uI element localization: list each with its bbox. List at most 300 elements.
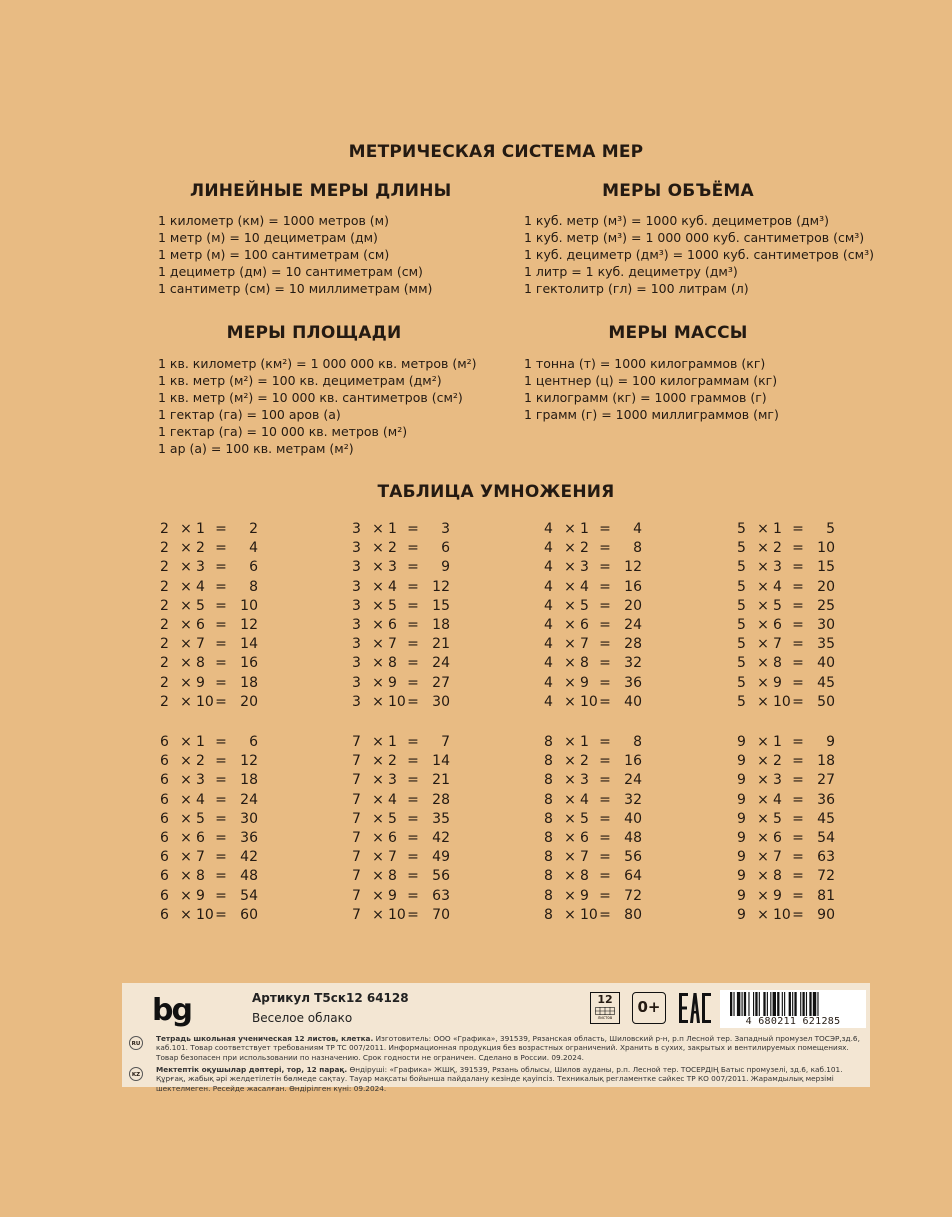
equals-sign: = <box>407 616 419 633</box>
times-sign: × <box>180 636 192 653</box>
factor-a: 6 <box>160 772 169 789</box>
factor-b: 8 <box>773 868 782 885</box>
eac-icon <box>678 991 712 1025</box>
ru-description <box>156 1034 868 1062</box>
times-sign: × <box>757 849 769 866</box>
times-sign: × <box>564 521 576 537</box>
product: 42 <box>240 849 258 866</box>
ru-language-tag: RU <box>129 1036 143 1050</box>
equals-sign: = <box>599 597 611 614</box>
factor-a: 7 <box>352 868 361 885</box>
product: 49 <box>432 849 450 866</box>
factor-a: 5 <box>737 559 746 576</box>
factor-b: 10 <box>773 693 791 710</box>
factor-a: 8 <box>544 753 553 770</box>
times-sign: × <box>757 540 769 557</box>
equals-sign: = <box>215 887 227 904</box>
equals-sign: = <box>407 559 419 576</box>
times-sign: × <box>180 655 192 672</box>
product: 30 <box>240 810 258 827</box>
factor-a: 9 <box>737 734 746 750</box>
multiplication-row <box>160 579 270 598</box>
equals-sign: = <box>215 849 227 866</box>
factor-b: 10 <box>773 906 791 923</box>
equals-sign: = <box>599 753 611 770</box>
times-sign: × <box>372 791 384 808</box>
factor-a: 4 <box>544 674 553 691</box>
article-number: Артикул Т5ск12 64128 <box>252 991 409 1005</box>
times-sign: × <box>180 693 192 710</box>
product: 28 <box>624 636 642 653</box>
times-sign: × <box>757 674 769 691</box>
factor-b: 4 <box>773 791 782 808</box>
multiplication-row <box>352 636 462 655</box>
list-item: 1 километр (км) = 1000 метров (м) <box>158 213 389 228</box>
product: 16 <box>240 655 258 672</box>
product: 56 <box>432 868 450 885</box>
multiplication-row <box>737 792 847 811</box>
factor-a: 7 <box>352 887 361 904</box>
product: 24 <box>624 772 642 789</box>
product: 5 <box>826 521 835 537</box>
factor-b: 1 <box>580 734 589 750</box>
multiplication-row <box>737 540 847 559</box>
multiplication-row <box>737 849 847 868</box>
equals-sign: = <box>215 540 227 557</box>
product: 81 <box>817 887 835 904</box>
factor-b: 2 <box>196 540 205 557</box>
factor-a: 8 <box>544 734 553 750</box>
factor-b: 5 <box>773 597 782 614</box>
list-item: 1 кв. метр (м²) = 100 кв. дециметрам (дм²) <box>158 373 442 388</box>
factor-b: 10 <box>580 906 598 923</box>
times-sign: × <box>564 616 576 633</box>
list-item: 1 сантиметр (см) = 10 миллиметрам (мм) <box>158 281 433 296</box>
factor-b: 1 <box>388 521 397 537</box>
product: 4 <box>633 521 642 537</box>
factor-a: 9 <box>737 772 746 789</box>
times-sign: × <box>757 693 769 710</box>
times-sign: × <box>180 521 192 537</box>
product: 12 <box>432 578 450 595</box>
multiplication-block-5 <box>737 521 847 713</box>
product: 32 <box>624 655 642 672</box>
list-item: 1 кв. метр (м²) = 10 000 кв. сантиметров (см²) <box>158 390 463 405</box>
product: 6 <box>249 559 258 576</box>
product: 20 <box>240 693 258 710</box>
times-sign: × <box>180 540 192 557</box>
factor-b: 6 <box>388 829 397 846</box>
factor-b: 4 <box>196 791 205 808</box>
product: 64 <box>624 868 642 885</box>
product: 18 <box>240 772 258 789</box>
times-sign: × <box>757 772 769 789</box>
product-info-panel <box>122 983 870 1093</box>
multiplication-row <box>160 753 270 772</box>
factor-a: 3 <box>352 559 361 576</box>
factor-b: 5 <box>773 810 782 827</box>
product: 18 <box>432 616 450 633</box>
factor-b: 10 <box>580 693 598 710</box>
mass-measures-title: МЕРЫ МАССЫ <box>608 323 748 343</box>
factor-a: 9 <box>737 753 746 770</box>
equals-sign: = <box>407 810 419 827</box>
equals-sign: = <box>215 810 227 827</box>
times-sign: × <box>372 616 384 633</box>
times-sign: × <box>564 578 576 595</box>
multiplication-block-6 <box>160 734 270 926</box>
factor-a: 5 <box>737 655 746 672</box>
factor-a: 7 <box>352 906 361 923</box>
factor-a: 5 <box>737 693 746 710</box>
product: 63 <box>817 849 835 866</box>
multiplication-row <box>160 868 270 887</box>
equals-sign: = <box>215 655 227 672</box>
factor-a: 2 <box>160 616 169 633</box>
factor-a: 8 <box>544 887 553 904</box>
equals-sign: = <box>599 772 611 789</box>
factor-b: 4 <box>196 578 205 595</box>
product: 9 <box>441 559 450 576</box>
equals-sign: = <box>215 521 227 537</box>
factor-b: 3 <box>580 559 589 576</box>
product: 54 <box>817 829 835 846</box>
factor-a: 3 <box>352 616 361 633</box>
times-sign: × <box>180 810 192 827</box>
times-sign: × <box>372 521 384 537</box>
factor-b: 2 <box>580 540 589 557</box>
factor-a: 3 <box>352 693 361 710</box>
volume-measures-list <box>524 212 874 297</box>
product: 40 <box>624 693 642 710</box>
kz-description-text: Өндіруші: «Графика» ЖШҚ, 391539, Рязань облысы, Шилов ауданы, р.п. Лесной тер. ТОСЕРДІҢ Батыс промузелі, зд.6, каб.101. Құрғақ, жабық әрі желдетілетін бөлмеде сақтау. Тауар мақсаты бойынша пайдалану кезінде қауіпсіз. Техникалық регламентке сәйкес ТР КО 007/2011. Жарамдылық мерзімі шектелмеген. Ресейде жасалған. Өндірілген күні: 09.2024. <box>156 1065 843 1093</box>
equals-sign: = <box>792 693 804 710</box>
multiplication-row <box>160 792 270 811</box>
multiplication-row <box>737 617 847 636</box>
list-item: 1 грамм (г) = 1000 миллиграммов (мг) <box>524 407 779 422</box>
factor-b: 9 <box>388 674 397 691</box>
factor-b: 5 <box>580 810 589 827</box>
eac-mark <box>678 991 712 1025</box>
product: 9 <box>826 734 835 750</box>
times-sign: × <box>372 887 384 904</box>
equals-sign: = <box>599 849 611 866</box>
factor-b: 3 <box>196 772 205 789</box>
factor-a: 4 <box>544 578 553 595</box>
multiplication-row <box>544 675 654 694</box>
times-sign: × <box>564 810 576 827</box>
times-sign: × <box>757 791 769 808</box>
list-item: 1 метр (м) = 10 дециметрам (дм) <box>158 230 378 245</box>
equals-sign: = <box>599 791 611 808</box>
equals-sign: = <box>599 734 611 750</box>
equals-sign: = <box>215 753 227 770</box>
product: 10 <box>817 540 835 557</box>
product: 8 <box>633 540 642 557</box>
factor-b: 2 <box>196 753 205 770</box>
factor-b: 4 <box>388 791 397 808</box>
factor-a: 4 <box>544 693 553 710</box>
factor-a: 4 <box>544 540 553 557</box>
multiplication-row <box>544 598 654 617</box>
factor-a: 6 <box>160 810 169 827</box>
multiplication-row <box>737 694 847 713</box>
product: 12 <box>240 616 258 633</box>
factor-a: 3 <box>352 674 361 691</box>
product: 27 <box>817 772 835 789</box>
equals-sign: = <box>599 521 611 537</box>
factor-a: 3 <box>352 597 361 614</box>
equals-sign: = <box>407 674 419 691</box>
times-sign: × <box>564 849 576 866</box>
product: 3 <box>441 521 450 537</box>
multiplication-row <box>737 598 847 617</box>
times-sign: × <box>372 906 384 923</box>
product: 6 <box>249 734 258 750</box>
factor-b: 7 <box>580 636 589 653</box>
factor-a: 2 <box>160 521 169 537</box>
product: 40 <box>624 810 642 827</box>
product: 54 <box>240 887 258 904</box>
multiplication-row <box>737 675 847 694</box>
equals-sign: = <box>407 693 419 710</box>
multiplication-row <box>544 694 654 713</box>
list-item: 1 гектолитр (гл) = 100 литрам (л) <box>524 281 749 296</box>
multiplication-row <box>160 598 270 617</box>
equals-sign: = <box>792 655 804 672</box>
mass-measures-list <box>524 355 779 423</box>
equals-sign: = <box>407 734 419 750</box>
factor-b: 5 <box>196 597 205 614</box>
multiplication-row <box>737 772 847 791</box>
product: 15 <box>432 597 450 614</box>
linear-measures-title: ЛИНЕЙНЫЕ МЕРЫ ДЛИНЫ <box>190 181 452 201</box>
factor-a: 7 <box>352 772 361 789</box>
factor-a: 6 <box>160 753 169 770</box>
product: 63 <box>432 887 450 904</box>
product: 21 <box>432 772 450 789</box>
sheets-count: 12 <box>597 993 613 1006</box>
multiplication-row <box>160 888 270 907</box>
factor-b: 7 <box>388 849 397 866</box>
product: 60 <box>240 906 258 923</box>
multiplication-row <box>352 792 462 811</box>
equals-sign: = <box>792 887 804 904</box>
product: 50 <box>817 693 835 710</box>
product: 18 <box>240 674 258 691</box>
equals-sign: = <box>407 521 419 537</box>
multiplication-row <box>352 617 462 636</box>
multiplication-row <box>544 868 654 887</box>
times-sign: × <box>757 868 769 885</box>
kz-description <box>156 1065 868 1093</box>
product: 40 <box>817 655 835 672</box>
factor-a: 9 <box>737 829 746 846</box>
product: 8 <box>633 734 642 750</box>
multiplication-row <box>160 694 270 713</box>
product: 32 <box>624 791 642 808</box>
equals-sign: = <box>792 906 804 923</box>
factor-b: 2 <box>773 753 782 770</box>
factor-b: 10 <box>388 906 406 923</box>
factor-b: 8 <box>196 655 205 672</box>
factor-a: 5 <box>737 636 746 653</box>
factor-a: 9 <box>737 887 746 904</box>
equals-sign: = <box>792 521 804 537</box>
factor-a: 5 <box>737 597 746 614</box>
product: 30 <box>817 616 835 633</box>
multiplication-row <box>160 559 270 578</box>
factor-b: 5 <box>388 597 397 614</box>
factor-a: 2 <box>160 578 169 595</box>
product: 30 <box>432 693 450 710</box>
times-sign: × <box>180 578 192 595</box>
factor-b: 9 <box>388 887 397 904</box>
factor-b: 3 <box>388 559 397 576</box>
times-sign: × <box>564 674 576 691</box>
list-item: 1 тонна (т) = 1000 килограммов (кг) <box>524 356 766 371</box>
equals-sign: = <box>407 791 419 808</box>
equals-sign: = <box>599 636 611 653</box>
equals-sign: = <box>215 772 227 789</box>
factor-a: 7 <box>352 849 361 866</box>
factor-a: 6 <box>160 887 169 904</box>
product: 72 <box>624 887 642 904</box>
multiplication-row <box>544 655 654 674</box>
equals-sign: = <box>599 810 611 827</box>
equals-sign: = <box>792 849 804 866</box>
product: 2 <box>249 521 258 537</box>
times-sign: × <box>757 578 769 595</box>
factor-a: 2 <box>160 636 169 653</box>
multiplication-block-9 <box>737 734 847 926</box>
equals-sign: = <box>599 655 611 672</box>
factor-b: 1 <box>580 521 589 537</box>
multiplication-row <box>352 830 462 849</box>
factor-a: 4 <box>544 616 553 633</box>
times-sign: × <box>757 753 769 770</box>
times-sign: × <box>372 868 384 885</box>
equals-sign: = <box>792 597 804 614</box>
equals-sign: = <box>407 887 419 904</box>
product: 36 <box>817 791 835 808</box>
multiplication-row <box>160 636 270 655</box>
factor-a: 5 <box>737 674 746 691</box>
multiplication-row <box>160 655 270 674</box>
page-title: МЕТРИЧЕСКАЯ СИСТЕМА МЕР <box>348 142 644 162</box>
times-sign: × <box>564 868 576 885</box>
times-sign: × <box>564 636 576 653</box>
multiplication-row <box>737 579 847 598</box>
factor-a: 9 <box>737 868 746 885</box>
product: 45 <box>817 810 835 827</box>
multiplication-row <box>352 521 462 540</box>
times-sign: × <box>180 559 192 576</box>
multiplication-row <box>160 734 270 753</box>
factor-b: 6 <box>580 616 589 633</box>
multiplication-row <box>737 811 847 830</box>
factor-b: 1 <box>773 734 782 750</box>
product: 72 <box>817 868 835 885</box>
multiplication-row <box>544 559 654 578</box>
factor-a: 5 <box>737 616 746 633</box>
product: 8 <box>249 578 258 595</box>
multiplication-row <box>352 753 462 772</box>
times-sign: × <box>757 906 769 923</box>
factor-b: 7 <box>196 849 205 866</box>
factor-b: 6 <box>773 829 782 846</box>
factor-b: 3 <box>580 772 589 789</box>
factor-a: 8 <box>544 849 553 866</box>
list-item: 1 килограмм (кг) = 1000 граммов (г) <box>524 390 767 405</box>
times-sign: × <box>180 791 192 808</box>
equals-sign: = <box>599 559 611 576</box>
factor-a: 6 <box>160 734 169 750</box>
times-sign: × <box>180 674 192 691</box>
equals-sign: = <box>215 791 227 808</box>
times-sign: × <box>757 521 769 537</box>
multiplication-block-4 <box>544 521 654 713</box>
multiplication-row <box>544 753 654 772</box>
times-sign: × <box>757 616 769 633</box>
equals-sign: = <box>792 578 804 595</box>
factor-a: 4 <box>544 559 553 576</box>
factor-b: 5 <box>580 597 589 614</box>
multiplication-row <box>352 540 462 559</box>
ru-description-title: Тетрадь школьная ученическая 12 листов, клетка. <box>156 1034 374 1043</box>
factor-b: 5 <box>196 810 205 827</box>
factor-b: 8 <box>388 868 397 885</box>
times-sign: × <box>757 655 769 672</box>
product: 90 <box>817 906 835 923</box>
factor-b: 7 <box>773 849 782 866</box>
multiplication-row <box>544 521 654 540</box>
factor-a: 7 <box>352 734 361 750</box>
factor-a: 8 <box>544 868 553 885</box>
factor-b: 3 <box>196 559 205 576</box>
linear-measures-list <box>158 212 432 297</box>
multiplication-row <box>160 907 270 926</box>
multiplication-block-7 <box>352 734 462 926</box>
factor-b: 10 <box>196 693 214 710</box>
factor-b: 10 <box>388 693 406 710</box>
factor-b: 8 <box>388 655 397 672</box>
multiplication-row <box>352 734 462 753</box>
times-sign: × <box>757 829 769 846</box>
factor-b: 2 <box>773 540 782 557</box>
times-sign: × <box>372 810 384 827</box>
product: 12 <box>240 753 258 770</box>
times-sign: × <box>757 636 769 653</box>
factor-b: 6 <box>580 829 589 846</box>
list-item: 1 ар (а) = 100 кв. метрам (м²) <box>158 441 354 456</box>
factor-a: 2 <box>160 540 169 557</box>
factor-a: 9 <box>737 849 746 866</box>
equals-sign: = <box>407 578 419 595</box>
factor-b: 6 <box>773 616 782 633</box>
times-sign: × <box>180 734 192 750</box>
factor-a: 7 <box>352 791 361 808</box>
area-measures-list <box>158 355 477 457</box>
factor-b: 2 <box>388 753 397 770</box>
times-sign: × <box>372 849 384 866</box>
equals-sign: = <box>215 734 227 750</box>
times-sign: × <box>372 829 384 846</box>
factor-a: 9 <box>737 791 746 808</box>
factor-b: 8 <box>773 655 782 672</box>
multiplication-row <box>352 675 462 694</box>
multiplication-row <box>737 830 847 849</box>
